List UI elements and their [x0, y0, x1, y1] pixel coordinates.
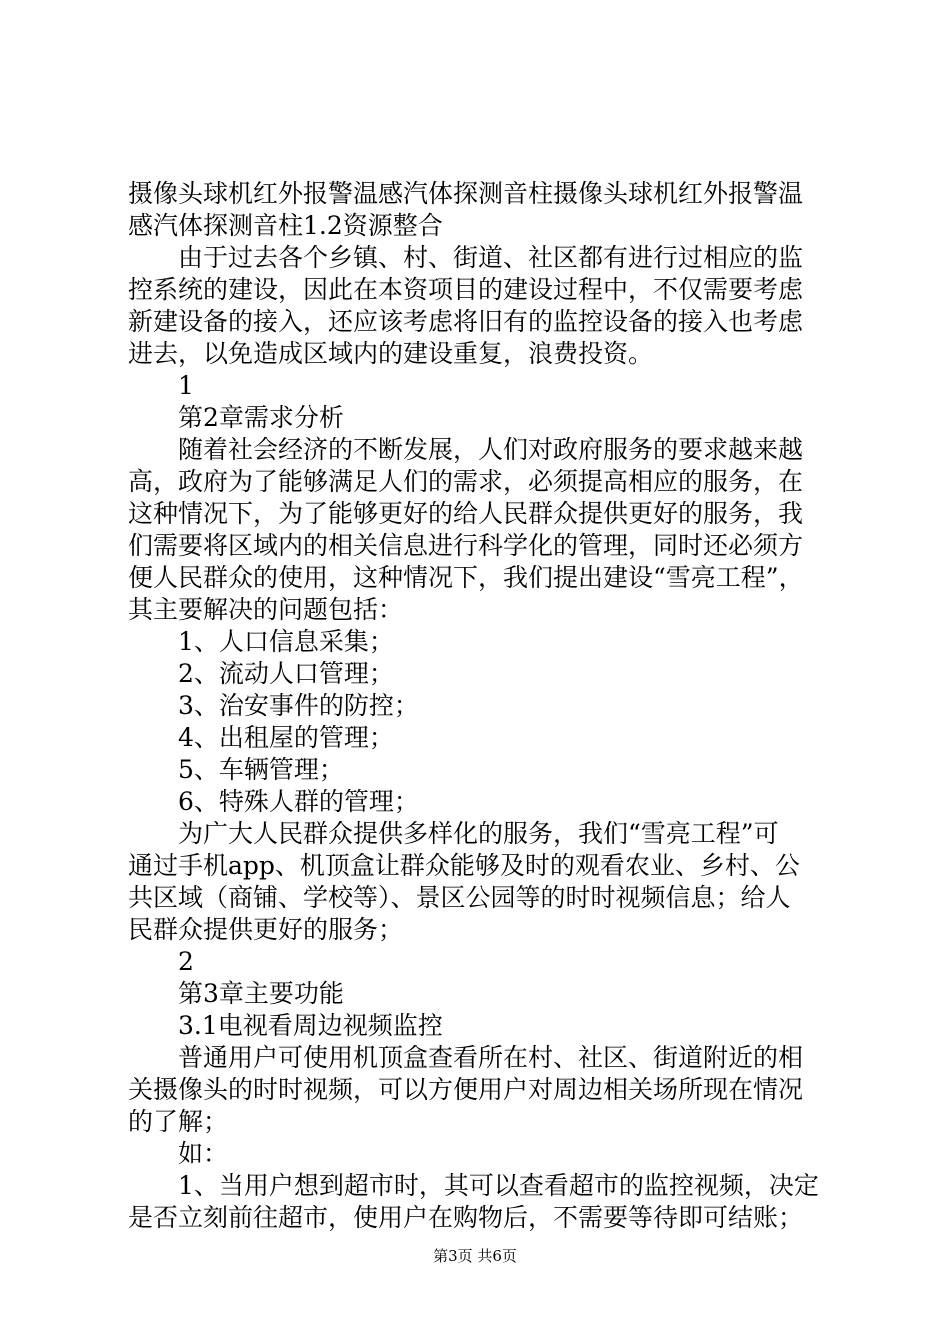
- text-line: 控系统的建设，因此在本资项目的建设过程中，不仅需要考虑: [128, 275, 804, 304]
- text-line: 关摄像头的时时视频，可以方便用户对周边相关场所现在情况: [128, 1075, 804, 1104]
- text-line: 高，政府为了能够满足人们的需求，必须提高相应的服务，在: [128, 467, 804, 496]
- text-line: 1、人口信息采集；: [178, 627, 394, 656]
- text-line: 民群众提供更好的服务；: [128, 915, 404, 944]
- text-line: 1、当用户想到超市时，其可以查看超市的监控视频，决定: [178, 1171, 819, 1200]
- text-line: 由于过去各个乡镇、村、街道、社区都有进行过相应的监: [178, 243, 804, 272]
- text-line: 是否立刻前往超市，使用户在购物后，不需要等待即可结账；: [128, 1203, 804, 1232]
- text-line: 其主要解决的问题包括：: [128, 595, 404, 624]
- text-line: 共区域（商铺、学校等）、景区公园等的时时视频信息；给人: [128, 883, 791, 912]
- text-line: 这种情况下，为了能够更好的给人民群众提供更好的服务，我: [128, 499, 804, 528]
- text-line: 2、流动人口管理；: [178, 659, 394, 688]
- text-line: 为广大人民群众提供多样化的服务，我们“雪亮工程”可: [178, 819, 779, 848]
- text-line: 第2章需求分析: [178, 403, 344, 432]
- text-line: 4、出租屋的管理；: [178, 723, 394, 752]
- text-line: 1: [178, 371, 194, 400]
- text-line: 5、车辆管理；: [178, 755, 344, 784]
- text-line: 们需要将区域内的相关信息进行科学化的管理，同时还必须方: [128, 531, 804, 560]
- text-line: 新建设备的接入，还应该考虑将旧有的监控设备的接入也考虑: [128, 307, 804, 336]
- document-body: [128, 178, 828, 1234]
- text-line: 6、特殊人群的管理；: [178, 787, 419, 816]
- text-line: 感汽体探测音柱1.2资源整合: [128, 211, 443, 240]
- text-line: 进去，以免造成区域内的建设重复，浪费投资。: [128, 339, 654, 368]
- text-line: 第3章主要功能: [178, 979, 344, 1008]
- text-line: 通过手机app、机顶盒让群众能够及时的观看农业、乡村、公: [128, 851, 800, 880]
- text-line: 2: [178, 947, 194, 976]
- page-footer: 第3页 共6页: [433, 1247, 517, 1265]
- text-line: 3.1电视看周边视频监控: [178, 1011, 443, 1040]
- text-line: 摄像头球机红外报警温感汽体探测音柱摄像头球机红外报警温: [128, 179, 804, 208]
- text-line: 便人民群众的使用，这种情况下，我们提出建设“雪亮工程”，: [128, 563, 804, 592]
- text-line: 如：: [178, 1139, 229, 1168]
- text-line: 随着社会经济的不断发展，人们对政府服务的要求越来越: [178, 435, 804, 464]
- text-line: 普通用户可使用机顶盒查看所在村、社区、街道附近的相: [178, 1043, 804, 1072]
- text-line: 的了解；: [128, 1107, 229, 1136]
- text-line: 3、治安事件的防控；: [178, 691, 419, 720]
